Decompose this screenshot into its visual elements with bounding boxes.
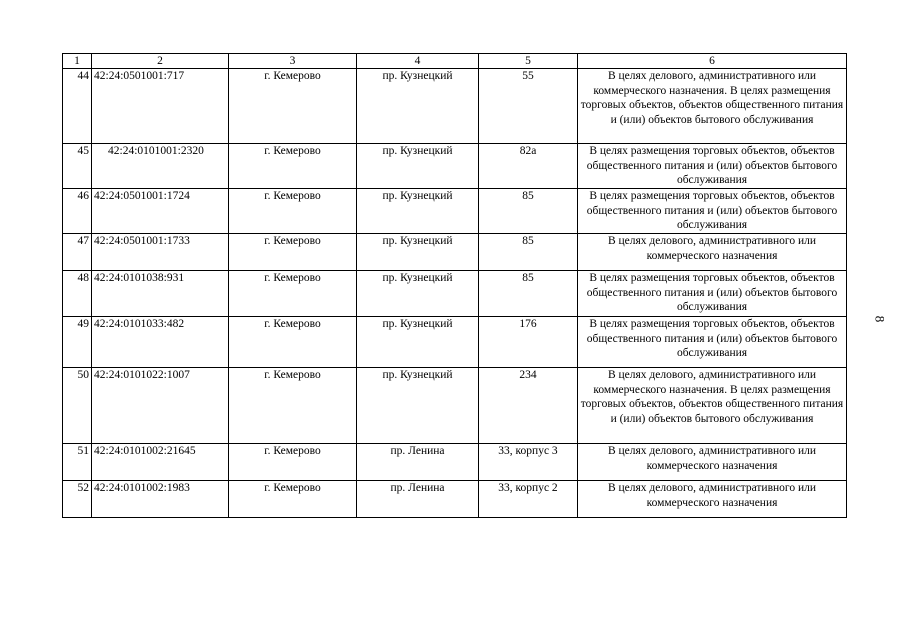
purpose: В целях размещения торговых объектов, объектов общественного питания и (или) объектов бытового обслуживания xyxy=(578,144,847,189)
house-number: 85 xyxy=(479,271,578,317)
house-number: 33, корпус 2 xyxy=(479,481,578,518)
row-number: 46 xyxy=(63,189,92,234)
purpose: В целях размещения торговых объектов, объектов общественного питания и (или) объектов бытового обслуживания xyxy=(578,189,847,234)
house-number: 85 xyxy=(479,189,578,234)
table-row xyxy=(63,189,847,234)
house-number: 85 xyxy=(479,234,578,271)
purpose: В целях размещения торговых объектов, объектов общественного питания и (или) объектов бытового обслуживания xyxy=(578,317,847,368)
city: г. Кемерово xyxy=(229,234,357,271)
cadastral-number: 42:24:0101038:931 xyxy=(92,271,229,317)
table-row xyxy=(63,368,847,444)
city: г. Кемерово xyxy=(229,481,357,518)
purpose: В целях делового, административного или коммерческого назначения. В целях размещения торговых объектов, объектов общественного питания и (или) объектов бытового обслуживания xyxy=(578,69,847,144)
table-row xyxy=(63,444,847,481)
cadastral-number: 42:24:0101022:1007 xyxy=(92,368,229,444)
row-number: 51 xyxy=(63,444,92,481)
street: пр. Кузнецкий xyxy=(357,234,479,271)
table-row xyxy=(63,144,847,189)
column-header-2: 2 xyxy=(92,54,229,69)
table-row xyxy=(63,69,847,144)
purpose: В целях делового, административного или коммерческого назначения xyxy=(578,444,847,481)
purpose: В целях размещения торговых объектов, объектов общественного питания и (или) объектов бытового обслуживания xyxy=(578,271,847,317)
table-row xyxy=(63,271,847,317)
row-number: 50 xyxy=(63,368,92,444)
table-header-row xyxy=(63,54,847,69)
row-number: 47 xyxy=(63,234,92,271)
cadastral-number: 42:24:0501001:1733 xyxy=(92,234,229,271)
row-number: 48 xyxy=(63,271,92,317)
street: пр. Кузнецкий xyxy=(357,189,479,234)
city: г. Кемерово xyxy=(229,144,357,189)
purpose: В целях делового, административного или коммерческого назначения xyxy=(578,481,847,518)
street: пр. Ленина xyxy=(357,481,479,518)
column-header-4: 4 xyxy=(357,54,479,69)
column-header-6: 6 xyxy=(578,54,847,69)
table-row xyxy=(63,234,847,271)
street: пр. Кузнецкий xyxy=(357,368,479,444)
street: пр. Ленина xyxy=(357,444,479,481)
city: г. Кемерово xyxy=(229,69,357,144)
house-number: 33, корпус 3 xyxy=(479,444,578,481)
column-header-3: 3 xyxy=(229,54,357,69)
row-number: 52 xyxy=(63,481,92,518)
cadastral-number: 42:24:0101002:1983 xyxy=(92,481,229,518)
purpose: В целях делового, административного или коммерческого назначения. В целях размещения торговых объектов, объектов общественного питания и (или) объектов бытового обслуживания xyxy=(578,368,847,444)
column-header-1: 1 xyxy=(63,54,92,69)
cadastral-number: 42:24:0501001:1724 xyxy=(92,189,229,234)
cadastral-number: 42:24:0501001:717 xyxy=(92,69,229,144)
city: г. Кемерово xyxy=(229,271,357,317)
page-number: 8 xyxy=(872,315,888,323)
street: пр. Кузнецкий xyxy=(357,317,479,368)
row-number: 44 xyxy=(63,69,92,144)
house-number: 55 xyxy=(479,69,578,144)
city: г. Кемерово xyxy=(229,317,357,368)
house-number: 82а xyxy=(479,144,578,189)
cadastral-number: 42:24:0101033:482 xyxy=(92,317,229,368)
purpose: В целях делового, административного или коммерческого назначения xyxy=(578,234,847,271)
city: г. Кемерово xyxy=(229,368,357,444)
property-registry-table xyxy=(62,53,847,518)
column-header-5: 5 xyxy=(479,54,578,69)
row-number: 45 xyxy=(63,144,92,189)
city: г. Кемерово xyxy=(229,444,357,481)
table-row xyxy=(63,317,847,368)
cadastral-number: 42:24:0101002:21645 xyxy=(92,444,229,481)
street: пр. Кузнецкий xyxy=(357,69,479,144)
row-number: 49 xyxy=(63,317,92,368)
city: г. Кемерово xyxy=(229,189,357,234)
house-number: 234 xyxy=(479,368,578,444)
street: пр. Кузнецкий xyxy=(357,144,479,189)
table-row xyxy=(63,481,847,518)
house-number: 176 xyxy=(479,317,578,368)
cadastral-number: 42:24:0101001:2320 xyxy=(92,144,229,189)
street: пр. Кузнецкий xyxy=(357,271,479,317)
